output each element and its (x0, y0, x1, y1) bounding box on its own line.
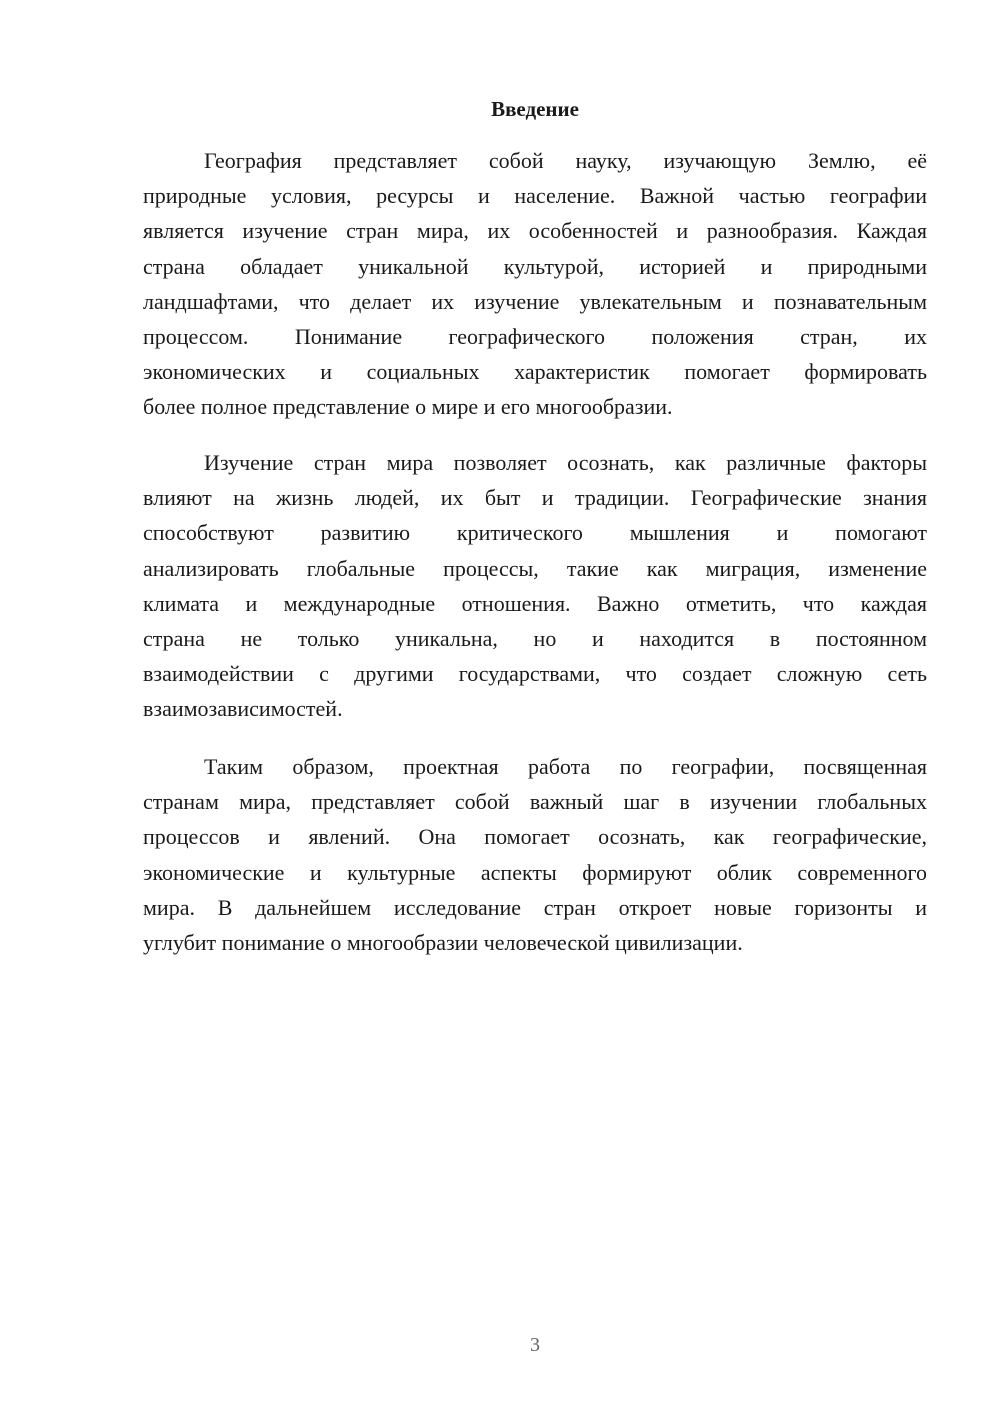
section-title: Введение (491, 97, 579, 121)
text-line: География представляет собой науку, изучающую Землю, её (204, 148, 927, 173)
text-line: взаимозависимостей. (143, 696, 343, 722)
text-line: экономические и культурные аспекты формируют облик современного (143, 859, 927, 885)
text-line: природные условия, ресурсы и население. Важной частью географии (143, 183, 927, 209)
text-line: Таким образом, проектная работа по географии, посвященная (204, 754, 927, 779)
text-line: странам мира, представляет собой важный шаг в изучении глобальных (143, 789, 927, 815)
text-line: взаимодействии с другими государствами, что создает сложную сеть (143, 661, 927, 687)
text-line: процессов и явлений. Она помогает осознать, как географические, (143, 824, 927, 850)
text-line: страна не только уникальна, но и находится в постоянном (143, 625, 927, 651)
text-line: влияют на жизнь людей, их быт и традиции. Географические знания (143, 485, 927, 511)
text-line: страна обладает уникальной культурой, историей и природными (143, 253, 927, 279)
text-line: анализировать глобальные процессы, такие как миграция, изменение (143, 555, 927, 581)
text-line: экономических и социальных характеристик помогает формировать (143, 359, 927, 385)
paragraph-2 (143, 445, 927, 727)
text-line: мира. В дальнейшем исследование стран откроет новые горизонты и (143, 894, 927, 920)
text-line: способствуют развитию критического мышления и помогают (143, 520, 927, 546)
text-line: климата и международные отношения. Важно отметить, что каждая (143, 590, 927, 616)
paragraph-1 (143, 143, 927, 425)
text-line: процессом. Понимание географического положения стран, их (143, 323, 927, 349)
page-number: 3 (530, 1334, 540, 1356)
text-line: ландшафтами, что делает их изучение увлекательным и познавательным (143, 288, 927, 314)
text-line: более полное представление о мире и его многообразии. (143, 394, 673, 420)
paragraph-3 (143, 749, 927, 960)
text-line: углубит понимание о многообразии человеческой цивилизации. (143, 929, 743, 955)
text-line: Изучение стран мира позволяет осознать, как различные факторы (204, 450, 927, 475)
text-line: является изучение стран мира, их особенностей и разнообразия. Каждая (143, 218, 927, 244)
